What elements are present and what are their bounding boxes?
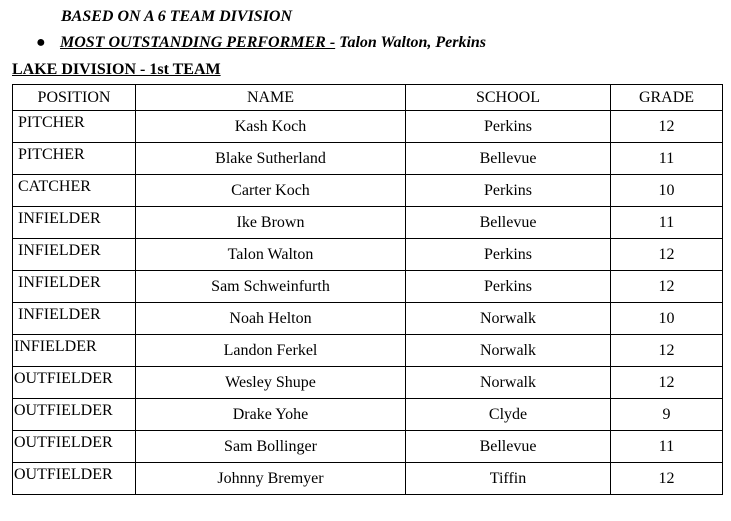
position-cell: INFIELDER — [13, 271, 136, 303]
table-row — [13, 399, 723, 431]
name-cell: Drake Yohe — [136, 399, 406, 431]
school-cell: Perkins — [406, 175, 611, 207]
grade-cell: 12 — [611, 239, 723, 271]
bullet-icon: ● — [36, 34, 46, 51]
grade-cell: 11 — [611, 207, 723, 239]
position-cell: OUTFIELDER — [13, 399, 136, 431]
position-cell: INFIELDER — [13, 335, 136, 367]
school-cell: Norwalk — [406, 335, 611, 367]
school-cell: Norwalk — [406, 303, 611, 335]
position-cell: INFIELDER — [13, 207, 136, 239]
based-on-note: BASED ON A 6 TEAM DIVISION — [61, 8, 293, 25]
table-row — [13, 239, 723, 271]
column-header-grade: GRADE — [611, 85, 723, 111]
table-row — [13, 367, 723, 399]
school-cell: Perkins — [406, 111, 611, 143]
table-row — [13, 143, 723, 175]
name-cell: Sam Schweinfurth — [136, 271, 406, 303]
team-table — [12, 84, 723, 495]
school-cell: Perkins — [406, 271, 611, 303]
table-row — [13, 271, 723, 303]
table-row — [13, 303, 723, 335]
school-cell: Perkins — [406, 239, 611, 271]
grade-cell: 9 — [611, 399, 723, 431]
name-cell: Blake Sutherland — [136, 143, 406, 175]
name-cell: Ike Brown — [136, 207, 406, 239]
grade-cell: 12 — [611, 335, 723, 367]
table-row — [13, 111, 723, 143]
position-cell: CATCHER — [13, 175, 136, 207]
grade-cell: 12 — [611, 463, 723, 495]
school-cell: Bellevue — [406, 143, 611, 175]
grade-cell: 10 — [611, 303, 723, 335]
table-row — [13, 207, 723, 239]
grade-cell: 10 — [611, 175, 723, 207]
name-cell: Sam Bollinger — [136, 431, 406, 463]
position-cell: PITCHER — [13, 111, 136, 143]
school-cell: Clyde — [406, 399, 611, 431]
table-header-row — [13, 85, 723, 111]
school-cell: Tiffin — [406, 463, 611, 495]
column-header-name: NAME — [136, 85, 406, 111]
position-cell: OUTFIELDER — [13, 367, 136, 399]
name-cell: Landon Ferkel — [136, 335, 406, 367]
grade-cell: 11 — [611, 431, 723, 463]
grade-cell: 12 — [611, 271, 723, 303]
mop-value: Talon Walton, Perkins — [335, 34, 487, 51]
school-cell: Bellevue — [406, 431, 611, 463]
name-cell: Johnny Bremyer — [136, 463, 406, 495]
school-cell: Norwalk — [406, 367, 611, 399]
table-row — [13, 175, 723, 207]
grade-cell: 11 — [611, 143, 723, 175]
grade-cell: 12 — [611, 367, 723, 399]
table-row — [13, 463, 723, 495]
name-cell: Talon Walton — [136, 239, 406, 271]
column-header-school: SCHOOL — [406, 85, 611, 111]
position-cell: OUTFIELDER — [13, 431, 136, 463]
position-cell: INFIELDER — [13, 303, 136, 335]
most-outstanding-performer-line — [36, 34, 486, 52]
column-header-position: POSITION — [13, 85, 136, 111]
grade-cell: 12 — [611, 111, 723, 143]
name-cell: Noah Helton — [136, 303, 406, 335]
position-cell: OUTFIELDER — [13, 463, 136, 495]
name-cell: Kash Koch — [136, 111, 406, 143]
table-row — [13, 431, 723, 463]
position-cell: INFIELDER — [13, 239, 136, 271]
position-cell: PITCHER — [13, 143, 136, 175]
mop-label: MOST OUTSTANDING PERFORMER - — [60, 34, 336, 51]
section-title: LAKE DIVISION - 1st TEAM — [12, 61, 221, 78]
table-row — [13, 335, 723, 367]
name-cell: Carter Koch — [136, 175, 406, 207]
school-cell: Bellevue — [406, 207, 611, 239]
name-cell: Wesley Shupe — [136, 367, 406, 399]
